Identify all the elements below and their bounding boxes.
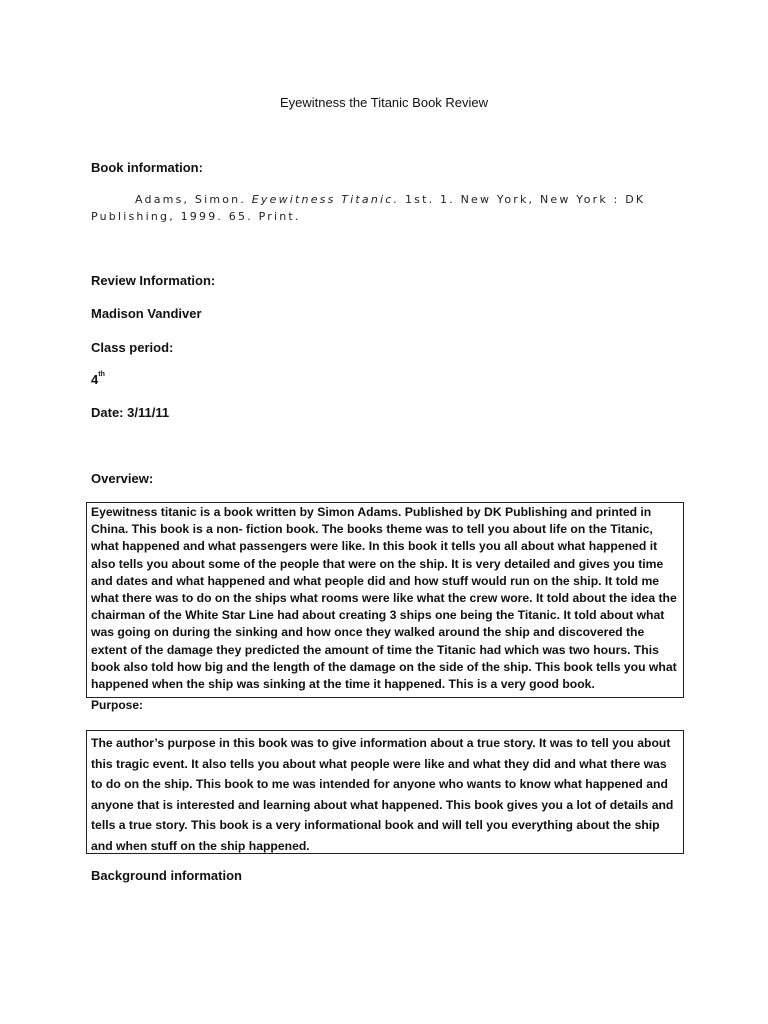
purpose-heading: Purpose: bbox=[91, 698, 144, 712]
class-period-number: 4 bbox=[91, 372, 99, 387]
citation-author: Adams, Simon. bbox=[135, 193, 247, 206]
review-information-heading: Review Information: bbox=[91, 273, 216, 288]
overview-box: Eyewitness titanic is a book written by Simon Adams. Published by DK Publishing and printed in China. This book is a non- fiction book. The books theme was to tell you about life on the Titanic, what happened and what passengers were like. In this book it tells you all about what happened it also tells you about some of the people that were on the ship. It is very detailed and gives you time and dates and what happened and what people did and how stuff would run on the ship. It told me what there was to do on the ships what rooms were like what the crew wore. It told about the idea the chairman of the White Star Line had about creating 3 ships one being the Titanic. It told about what was going on during the sinking and how once they walked around the ship and discovered the extent of the damage they predicted the amount of time the Titanic had which was two hours. This book also told how big and the length of the damage on the side of the ship. This book tells you what happened when the ship was sinking at the time it happened. This is a very good book. bbox=[86, 502, 684, 698]
class-period-value bbox=[91, 372, 105, 387]
citation-book-title: Eyewitness Titanic. bbox=[251, 193, 400, 206]
class-period-label: Class period: bbox=[91, 340, 174, 355]
reviewer-name: Madison Vandiver bbox=[91, 306, 202, 321]
book-information-heading: Book information: bbox=[91, 160, 203, 175]
class-period-suffix: th bbox=[98, 371, 105, 378]
purpose-box: The author’s purpose in this book was to give information about a true story. It was to tell you about this tragic event. It also tells you about what people were like and what they did and what there was to do on the ship. This book to me was intended for anyone who wants to know what happened and anyone that is interested and learning about what happened. This book gives you a lot of details and tells a true story. This book is a very informational book and will tell you everything about the ship and when stuff on the ship happened. bbox=[86, 730, 684, 854]
citation-details: 1st. 1. New York, New York : DK Publishing, 1999. 65. Print. bbox=[91, 193, 646, 223]
overview-heading: Overview: bbox=[91, 471, 154, 486]
book-citation bbox=[91, 191, 681, 225]
review-date: Date: 3/11/11 bbox=[91, 405, 170, 420]
document-title: Eyewitness the Titanic Book Review bbox=[279, 95, 489, 110]
background-information-heading: Background information bbox=[91, 868, 242, 883]
